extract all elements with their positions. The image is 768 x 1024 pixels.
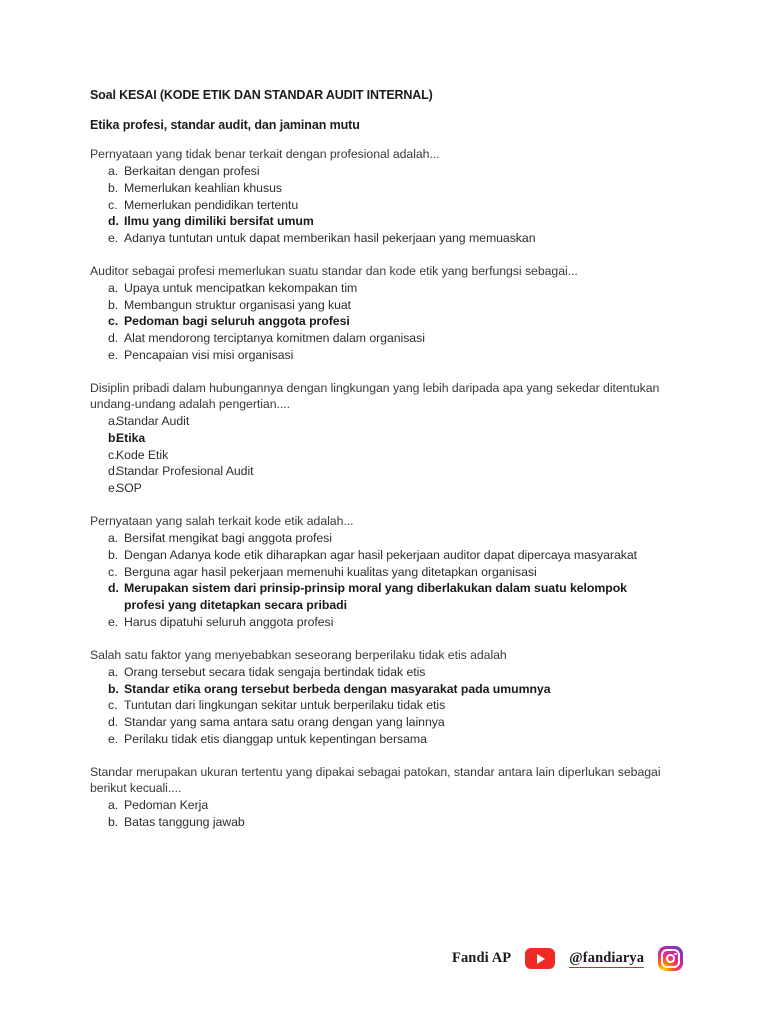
option-item[interactable]: [90, 413, 670, 430]
option-text: Standar Audit: [116, 414, 190, 429]
option-marker: e.: [108, 614, 119, 629]
option-item[interactable]: [90, 230, 670, 247]
option-text: Etika: [116, 431, 146, 446]
document-title: Soal KESAI (KODE ETIK DAN STANDAR AUDIT INTERNAL): [90, 88, 433, 102]
option-item[interactable]: [90, 714, 670, 731]
option-text: Berguna agar hasil pekerjaan memenuhi kualitas yang ditetapkan organisasi: [124, 564, 537, 579]
question-block: [90, 513, 670, 631]
option-marker: d.: [108, 214, 119, 229]
option-text: Berkaitan dengan profesi: [124, 164, 260, 179]
option-list: [90, 413, 670, 497]
option-marker: e.: [108, 731, 119, 746]
option-list: [90, 797, 670, 830]
option-text: Adanya tuntutan untuk dapat memberikan hasil pekerjaan yang memuaskan: [124, 230, 536, 245]
option-text: Ilmu yang dimiliki bersifat umum: [124, 214, 314, 229]
option-list: [90, 664, 670, 748]
question-block: [90, 764, 670, 831]
option-text: Pedoman bagi seluruh anggota profesi: [124, 314, 350, 329]
option-text: Orang tersebut secara tidak sengaja bertindak tidak etis: [124, 664, 426, 679]
question-stem: Standar merupakan ukuran tertentu yang dipakai sebagai patokan, standar antara lain diperlukan sebagai berikut kecuali....: [90, 764, 661, 795]
option-marker: a.: [108, 281, 119, 296]
option-item[interactable]: [90, 564, 670, 581]
option-text: Dengan Adanya kode etik diharapkan agar hasil pekerjaan auditor dapat dipercaya masyarakat: [124, 547, 637, 562]
option-marker: c.: [108, 447, 118, 462]
option-text: Pedoman Kerja: [124, 798, 209, 813]
option-item[interactable]: [90, 664, 670, 681]
question-block: [90, 263, 670, 364]
document-content: [90, 88, 670, 847]
option-marker: b.: [108, 681, 119, 696]
option-list: [90, 163, 670, 247]
play-triangle-icon: [537, 954, 545, 964]
option-marker: a.: [108, 664, 119, 679]
option-item[interactable]: [90, 430, 670, 447]
option-text: Standar yang sama antara satu orang dengan yang lainnya: [124, 715, 445, 730]
question-block: [90, 146, 670, 247]
question-stem: Pernyataan yang tidak benar terkait dengan profesional adalah...: [90, 146, 440, 161]
option-text: Alat mendorong terciptanya komitmen dalam organisasi: [124, 331, 425, 346]
option-text: Bersifat mengikat bagi anggota profesi: [124, 531, 332, 546]
option-item[interactable]: [90, 213, 670, 230]
option-item[interactable]: [90, 580, 670, 613]
option-marker: c.: [108, 564, 118, 579]
question-block: [90, 647, 670, 748]
question-block: [90, 380, 670, 497]
option-marker: e.: [108, 481, 119, 496]
question-stem: Pernyataan yang salah terkait kode etik adalah...: [90, 513, 354, 528]
option-text: Memerlukan keahlian khusus: [124, 180, 282, 195]
option-text: Memerlukan pendidikan tertentu: [124, 197, 299, 212]
option-marker: b.: [108, 431, 119, 446]
question-stem: Auditor sebagai profesi memerlukan suatu standar dan kode etik yang berfungsi sebagai...: [90, 263, 578, 278]
option-marker: a.: [108, 164, 119, 179]
option-text: Merupakan sistem dari prinsip-prinsip moral yang diberlakukan dalam suatu kelompok profesi yang ditetapkan secara pribadi: [124, 581, 627, 613]
option-item[interactable]: [90, 297, 670, 314]
option-marker: b.: [108, 547, 119, 562]
option-marker: b.: [108, 297, 119, 312]
question-stem: Disiplin pribadi dalam hubungannya dengan lingkungan yang lebih daripada apa yang sekedar ditentukan undang-undang adalah pengertian....: [90, 380, 660, 411]
option-text: Perilaku tidak etis dianggap untuk kepentingan bersama: [124, 731, 427, 746]
option-item[interactable]: [90, 530, 670, 547]
author-name: Fandi AP: [452, 950, 512, 966]
option-item[interactable]: [90, 814, 670, 831]
option-item[interactable]: [90, 330, 670, 347]
camera-body-shape: [661, 949, 680, 968]
option-item[interactable]: [90, 547, 670, 564]
option-marker: e.: [108, 347, 119, 362]
option-text: SOP: [116, 481, 142, 496]
option-marker: e.: [108, 230, 119, 245]
option-text: Membangun struktur organisasi yang kuat: [124, 297, 352, 312]
option-marker: a.: [108, 531, 119, 546]
question-stem: Salah satu faktor yang menyebabkan seseorang berperilaku tidak etis adalah: [90, 647, 507, 662]
option-item[interactable]: [90, 280, 670, 297]
option-list: [90, 530, 670, 630]
option-marker: c.: [108, 698, 118, 713]
option-text: Harus dipatuhi seluruh anggota profesi: [124, 614, 334, 629]
option-text: Kode Etik: [116, 447, 169, 462]
option-marker: c.: [108, 314, 119, 329]
option-marker: a.: [108, 798, 119, 813]
option-text: Upaya untuk mencipatkan kekompakan tim: [124, 281, 358, 296]
option-marker: d.: [108, 464, 119, 479]
option-text: Batas tanggung jawab: [124, 814, 245, 829]
option-item[interactable]: [90, 681, 670, 698]
option-item[interactable]: [90, 447, 670, 464]
option-text: Standar etika orang tersebut berbeda dengan masyarakat pada umumnya: [124, 681, 551, 696]
option-item[interactable]: [90, 697, 670, 714]
option-text: Pencapaian visi misi organisasi: [124, 347, 294, 362]
option-marker: d.: [108, 581, 119, 596]
option-item[interactable]: [90, 163, 670, 180]
option-item[interactable]: [90, 614, 670, 631]
option-item[interactable]: [90, 180, 670, 197]
camera-flash-dot: [674, 953, 676, 955]
document-subtitle: Etika profesi, standar audit, dan jaminan mutu: [90, 118, 360, 133]
option-marker: d.: [108, 331, 119, 346]
question-list: [90, 146, 670, 831]
option-item[interactable]: [90, 197, 670, 214]
option-item[interactable]: [90, 731, 670, 748]
option-marker: b.: [108, 180, 119, 195]
option-marker: b.: [108, 814, 119, 829]
option-marker: c.: [108, 197, 118, 212]
option-item[interactable]: [90, 313, 670, 330]
option-item[interactable]: [90, 463, 670, 480]
option-item[interactable]: [90, 797, 670, 814]
option-item[interactable]: [90, 480, 670, 497]
option-text: Tuntutan dari lingkungan sekitar untuk berperilaku tidak etis: [124, 698, 446, 713]
option-marker: d.: [108, 715, 119, 730]
option-marker: a.: [108, 414, 119, 429]
option-list: [90, 280, 670, 364]
youtube-icon[interactable]: [525, 948, 555, 969]
footer-credit: [452, 946, 683, 971]
instagram-handle[interactable]: @fandiarya: [569, 949, 645, 966]
option-item[interactable]: [90, 347, 670, 364]
camera-lens-shape: [666, 954, 675, 963]
instagram-icon[interactable]: [658, 946, 683, 971]
option-text: Standar Profesional Audit: [116, 464, 254, 479]
